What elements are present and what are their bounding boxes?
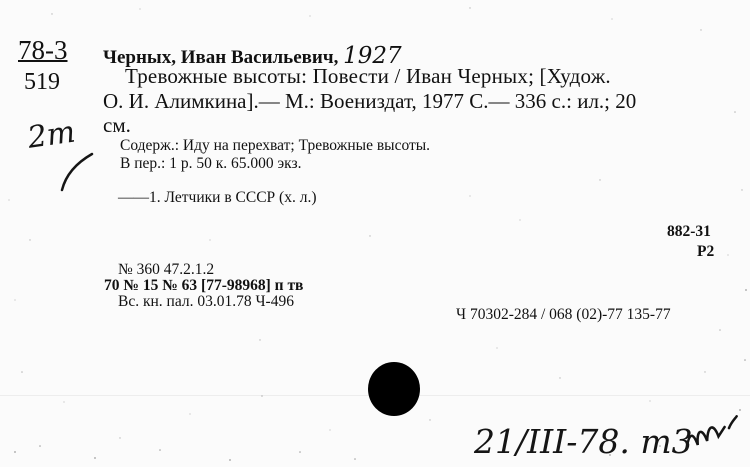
price-note: В пер.: 1 р. 50 к. 65.000 экз. xyxy=(120,155,302,172)
publisher-code: Ч 70302-284 / 068 (02)-77 135-77 xyxy=(456,306,671,323)
class-number-top: 78-3 xyxy=(18,35,68,65)
subject-heading: ——1. Летчики в СССР (х. л.) xyxy=(118,189,317,206)
handwritten-date: 21/III-78. m3 xyxy=(474,422,693,461)
punch-hole xyxy=(368,362,420,416)
author-name: Черных, Иван Васильевич, xyxy=(103,47,339,68)
bbk-code: 882-31 xyxy=(667,223,711,240)
shelf-mark-handwritten: 2m xyxy=(25,114,78,156)
udc-code: Р2 xyxy=(697,243,715,260)
entry-number: № 360 47.2.1.2 xyxy=(118,261,215,278)
title-line-3: см. xyxy=(103,113,131,137)
printing-line: Вс. кн. пал. 03.01.78 Ч-496 xyxy=(118,293,294,310)
shelf-mark-stroke xyxy=(48,150,98,196)
contents-note: Содерж.: Иду на перехват; Тревожные высоты. xyxy=(120,137,431,154)
class-number-bottom: 519 xyxy=(24,69,60,95)
registration-line: 70 № 15 № 63 [77-98968] п тв xyxy=(104,277,304,294)
author-year: 1927 xyxy=(343,43,402,69)
title-line-1: Тревожные высоты: Повести / Иван Черных; [Худож. xyxy=(125,64,611,88)
title-line-2: О. И. Алимкина].— М.: Воениздат, 1977 С.— 336 с.: ил.; 20 xyxy=(103,89,637,113)
